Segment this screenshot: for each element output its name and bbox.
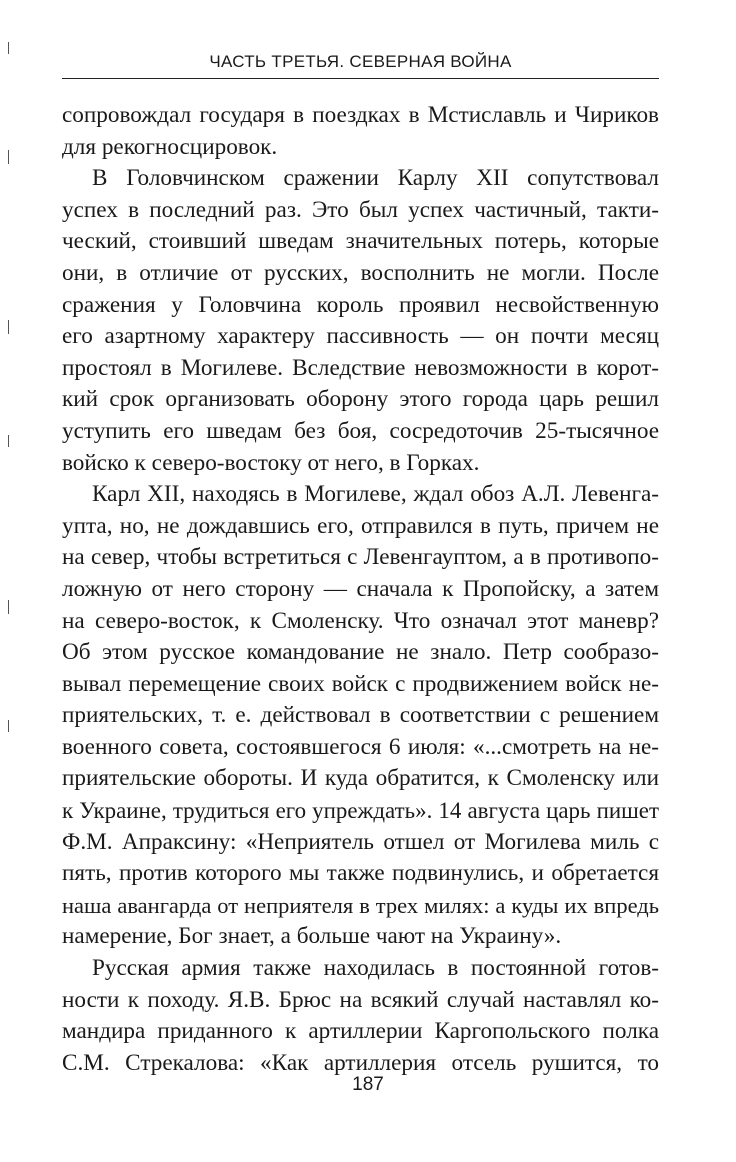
text-line: упта, но, не дождавшись его, отправился в путь, причем не <box>62 512 659 539</box>
text-line: на север, чтобы встретиться с Левенгауптом, а в противопо- <box>62 544 659 571</box>
scan-margin-mark <box>8 150 9 164</box>
scan-margin-mark <box>8 720 9 732</box>
scan-margin-mark <box>8 600 9 614</box>
header-rule <box>62 78 659 79</box>
text-line: уступить его шведам без боя, сосредоточив 25-тысячное <box>62 417 659 444</box>
text-line: вывал перемещение своих войск с продвижением войск не- <box>62 670 659 697</box>
text-line: С.М. Стрекалова: «Как артиллерия отсель рушится, то <box>62 1049 659 1076</box>
text-line: к Украине, трудиться его упреждать». 14 августа царь пишет <box>62 798 659 824</box>
text-line: Об этом русское командование не знало. Петр сообразо- <box>62 639 659 666</box>
text-line: Карл XII, находясь в Могилеве, ждал обоз А.Л. Левенга- <box>92 481 659 508</box>
paragraph <box>62 100 659 163</box>
text-line: кий срок организовать оборону этого города царь решил <box>62 386 659 413</box>
text-line: Ф.М. Апраксину: «Неприятель отшел от Могилева миль с <box>62 828 659 855</box>
text-line: военного совета, состоявшегося 6 июля: «...смотреть на не- <box>62 733 659 760</box>
text-line: на северо-восток, к Смоленску. Что означал этот маневр? <box>62 607 659 634</box>
text-line: пять, против которого мы также подвинулись, и обретается <box>62 860 659 887</box>
text-line: его азартному характеру пассивность — он почти месяц <box>62 323 659 350</box>
running-header: ЧАСТЬ ТРЕТЬЯ. СЕВЕРНАЯ ВОЙНА <box>209 52 512 71</box>
paragraph <box>62 163 659 479</box>
page-number: 187 <box>352 1074 384 1095</box>
text-line: приятельских, т. е. действовал в соответствии с решением <box>62 702 659 729</box>
text-line: простоял в Могилеве. Вследствие невозможности в корот- <box>62 354 659 381</box>
paragraph <box>62 479 659 953</box>
text-line: В Головчинском сражении Карлу XII сопутствовал <box>92 165 659 192</box>
text-line: для рекогносцировок. <box>62 133 278 160</box>
text-line: наша авангарда от неприятеля в трех милях: а куды их впредь <box>62 892 659 918</box>
scan-margin-mark <box>8 435 9 447</box>
text-line: приятельские обороты. И куда обратится, к Смоленску или <box>62 765 659 792</box>
text-line: намерение, Бог знает, а больше чают на Украину». <box>62 923 562 950</box>
text-line: ческий, стоивший шведам значительных потерь, которые <box>62 228 659 255</box>
body-text <box>62 100 659 1079</box>
scan-margin-mark <box>8 42 9 54</box>
text-line: мандира приданного к артиллерии Каргопольского полка <box>62 1018 659 1045</box>
text-line: войско к северо-востоку от него, в Горках. <box>62 449 480 476</box>
text-line: они, в отличие от русских, восполнить не могли. После <box>62 259 659 286</box>
text-line: ности к походу. Я.В. Брюс на всякий случай наставлял ко- <box>62 986 659 1013</box>
text-line: ложную от него сторону — сначала к Пропойску, а затем <box>62 575 659 602</box>
text-line: успех в последний раз. Это был успех частичный, такти- <box>62 196 659 223</box>
text-line: Русская армия также находилась в постоянной готов- <box>92 955 659 982</box>
scan-margin-mark <box>8 320 9 334</box>
text-line: сопровождал государя в поездках в Мстиславль и Чириков <box>62 102 659 128</box>
text-line: сражения у Головчина король проявил несвойственную <box>62 291 659 318</box>
paragraph <box>62 953 659 1079</box>
